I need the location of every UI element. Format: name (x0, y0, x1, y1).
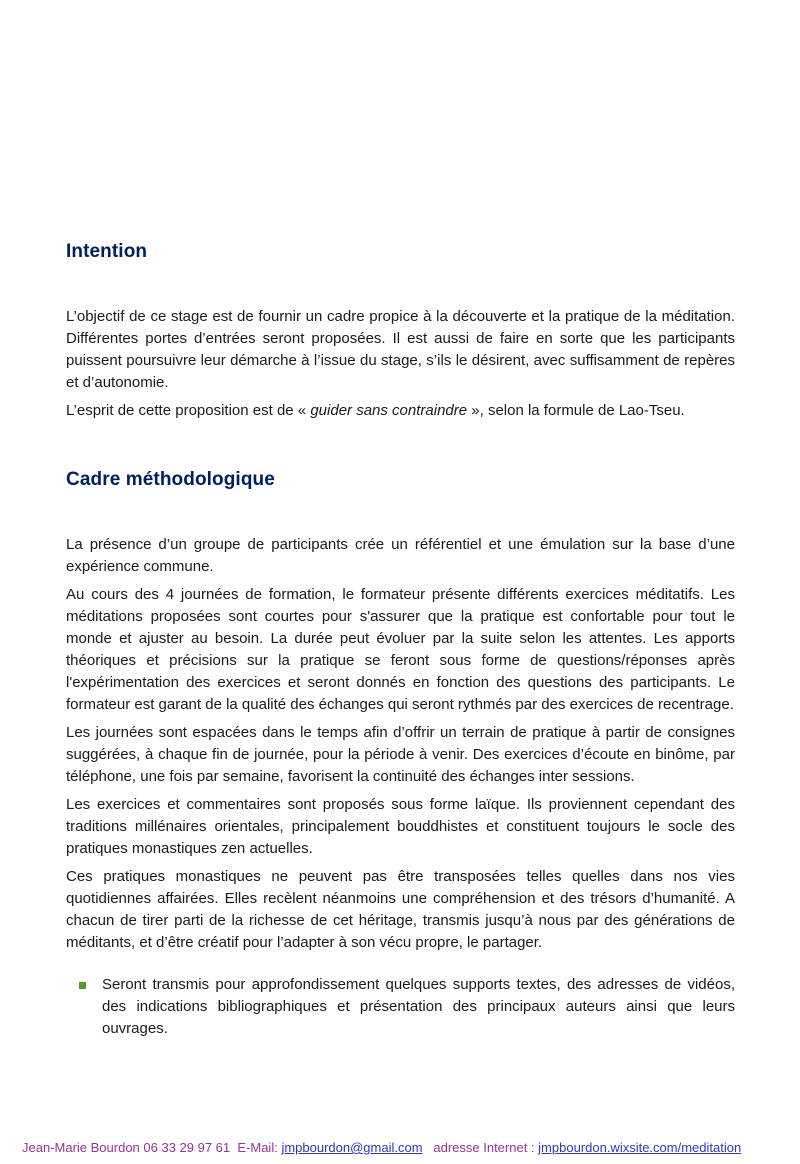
bullet-list (66, 974, 735, 1040)
esprit-suffix: », selon la formule de Lao-Tseu. (467, 402, 685, 419)
page-content (66, 0, 735, 1040)
paragraph-pratiques-monastiques: Ces pratiques monastiques ne peuvent pas être transposées telles quelles dans nos vies quotidiennes affairées. Elles recèlent néanmoins une compréhension et des trésors d’humanité. A chacun de tirer parti de la richesse de cet héritage, transmis jusqu’à nous par des générations de méditants, et d’être créatif pour l’adapter à son vécu propre, le partager. (66, 868, 735, 951)
esprit-italic-quote: guider sans contraindre (310, 402, 468, 419)
paragraph-journees-espacees: Les journées sont espacées dans le temps afin d’offrir un terrain de pratique à partir de consignes suggérées, à chaque fin de journée, pour la période à venir. Des exercices d’écoute en binôme, par téléphone, une fois par semaine, favorisent la continuité des échanges inter sessions. (66, 724, 735, 785)
footer-contact-name-phone: Jean-Marie Bourdon 06 33 29 97 61 E-Mail: (22, 1140, 282, 1155)
footer-internet-label: adresse Internet : (422, 1140, 539, 1155)
paragraph-esprit (66, 400, 735, 422)
paragraph-presence-groupe: La présence d’un groupe de participants crée un référentiel et une émulation sur la base d’une expérience commune. (66, 536, 735, 575)
page-footer (22, 1140, 784, 1156)
list-item (66, 974, 735, 1040)
square-bullet-icon (79, 982, 86, 989)
website-link[interactable]: jmpbourdon.wixsite.com/meditation (538, 1140, 742, 1155)
bullet-item-text: Seront transmis pour approfondissement quelques supports textes, des adresses de vidéos, des indications bibliographiques et présentation des principaux auteurs ainsi que leurs ouvrages. (102, 976, 735, 1037)
paragraph-au-cours-journees: Au cours des 4 journées de formation, le formateur présente différents exercices méditatifs. Les méditations proposées sont courtes pour s'assurer que la pratique est confortable pour tout le monde et ajuster au besoin. La durée peut évoluer par la suite selon les attentes. Les apports théoriques et précisions sur la pratique se feront sous forme de questions/réponses après l'expérimentation des exercices et seront donnés en fonction des questions des participants. Le formateur est garant de la qualité des échanges qui seront rythmés par des exercices de recentrage. (66, 586, 735, 713)
section-heading-intention: Intention (66, 241, 148, 262)
section-heading-cadre-methodologique: Cadre méthodologique (66, 469, 275, 490)
paragraph-exercices-commentaires: Les exercices et commentaires sont proposés sous forme laïque. Ils proviennent cependant des traditions millénaires orientales, principalement bouddhistes et constituent toujours le socle des pratiques monastiques zen actuelles. (66, 796, 735, 857)
esprit-prefix: L’esprit de cette proposition est de « (66, 402, 311, 419)
email-link[interactable]: jmpbourdon@gmail.com (281, 1140, 423, 1155)
paragraph-objectif: L’objectif de ce stage est de fournir un cadre propice à la découverte et la pratique de la méditation. Différentes portes d’entrées seront proposées. Il est aussi de faire en sorte que les participants puissent poursuivre leur démarche à l’issue du stage, s’ils le désirent, avec suffisamment de repères et d’autonomie. (66, 308, 735, 391)
